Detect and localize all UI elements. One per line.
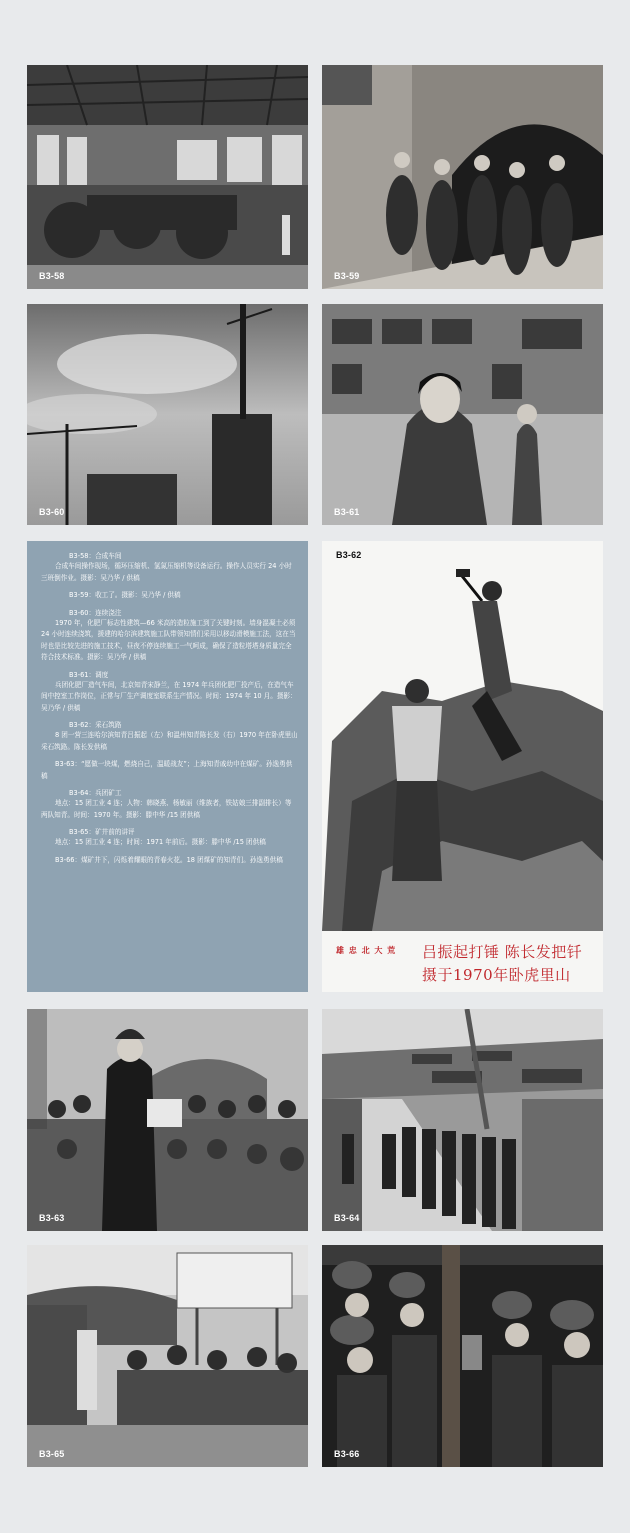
miners-tunnel-image (322, 65, 603, 289)
caption-body: 地点：15 团工业 4 连；人物：韩晓燕、杨敏丽（维族者，铁姑娘三排副排长）等两队知青。时间：1970 年。摄影：滕中华 /15 团供稿 (41, 799, 292, 819)
caption-b3-66 (41, 855, 298, 867)
handwritten-caption-line2: 摄于1970年卧虎里山 (422, 966, 571, 984)
caption-b3-62 (41, 720, 298, 753)
miners-meeting-image (27, 1009, 308, 1231)
caption-title: B3-61：调度 (69, 670, 109, 679)
underground-miners-image (322, 1245, 603, 1467)
marching-miners-image (322, 1009, 603, 1231)
caption-body: 1970 年，化肥厂标志性建筑—66 米高的造粒施工到了关键时刻。墙身混凝土必须 24 小时连续浇筑，援建的哈尔滨建筑施工队带领知情们采用以移动滑模施工法，这在当时也是比较先进的施工技术，昼夜不停连续施工一气呵成，确保了造粒塔塔身质量完全符合技术标准。摄影：吴乃华 / 供稿 (41, 618, 296, 661)
photo-label: B3-64 (334, 1213, 360, 1223)
caption-body: 地点：15 团工业 4 连；时间：1971 年前后。摄影：滕中华 /15 团供稿 (55, 838, 266, 846)
photo-b3-60 (27, 304, 308, 525)
photo-b3-65 (27, 1245, 308, 1467)
photo-label: B3-60 (39, 507, 65, 517)
photo-label: B3-58 (39, 271, 65, 281)
caption-b3-59 (41, 590, 298, 602)
caption-b3-61 (41, 670, 298, 715)
photo-banner-text: 雄 忠 北 大 荒 (336, 945, 397, 955)
caption-body: 兵团化肥厂造气车间，北京知青宋静兰，在 1974 年兵团化肥厂投产后，在造气车间中控室工作岗位，正常与厂生产调度室联系生产情况。时间：1974 年 10 月。摄影：吴乃华 / 供稿 (41, 680, 297, 712)
photo-label: B3-65 (39, 1449, 65, 1459)
handwritten-caption-line1: 吕振起打锤 陈长发把钎 (422, 943, 583, 961)
photo-label: B3-59 (334, 271, 360, 281)
caption-title: B3-64：兵团矿工 (69, 789, 122, 797)
photo-b3-64 (322, 1009, 603, 1231)
photo-b3-58 (27, 65, 308, 289)
caption-b3-60 (41, 608, 298, 664)
caption-title: B3-62：采石筑路 (69, 721, 122, 729)
caption-body: 8 团一营三连哈尔滨知青吕振起（左）和温州知青陈长发（右）1970 年在卧虎里山采石筑路。陈长发供稿 (41, 731, 298, 751)
caption-b3-58 (41, 551, 298, 584)
caption-title: B3-65：矿井前的讲评 (69, 828, 135, 836)
photo-label: B3-66 (334, 1449, 360, 1459)
control-room-image (322, 304, 603, 525)
photo-label: B3-63 (39, 1213, 65, 1223)
caption-b3-63 (41, 759, 298, 782)
tower-construction-image (27, 304, 308, 525)
caption-body: B3-59：收工了。摄影：吴乃华 / 供稿 (69, 591, 181, 599)
caption-panel (27, 541, 308, 992)
caption-title: B3-60：连续浇注 (69, 608, 122, 617)
mine-entrance-image (27, 1245, 308, 1467)
photo-label: B3-62 (336, 550, 362, 560)
caption-b3-64 (41, 788, 298, 821)
caption-title: B3-58：合成车间 (69, 552, 122, 560)
caption-body: B3-66：煤矿井下，闪烁着耀眼的青春火花。18 团煤矿的知青们。孙逸勇供稿 (55, 855, 283, 864)
photo-label: B3-61 (334, 507, 360, 517)
photo-b3-62 (322, 541, 603, 992)
photo-b3-66 (322, 1245, 603, 1467)
photo-b3-59 (322, 65, 603, 289)
photo-b3-61 (322, 304, 603, 525)
caption-body: B3-63：“愿做一块煤，燃烧自己，温暖战友”；上海知青戚幼申在煤矿。孙逸勇供稿 (41, 760, 293, 780)
caption-body: 合成车间操作现场，循环压缩机、氢氮压缩机等设备运行。操作人员实行 24 小时三班倒作业。摄影：吴乃华 / 供稿 (41, 562, 292, 582)
caption-b3-65 (41, 827, 298, 849)
factory-hall-image (27, 65, 308, 289)
quarry-workers-image (322, 541, 603, 992)
photo-b3-63 (27, 1009, 308, 1231)
